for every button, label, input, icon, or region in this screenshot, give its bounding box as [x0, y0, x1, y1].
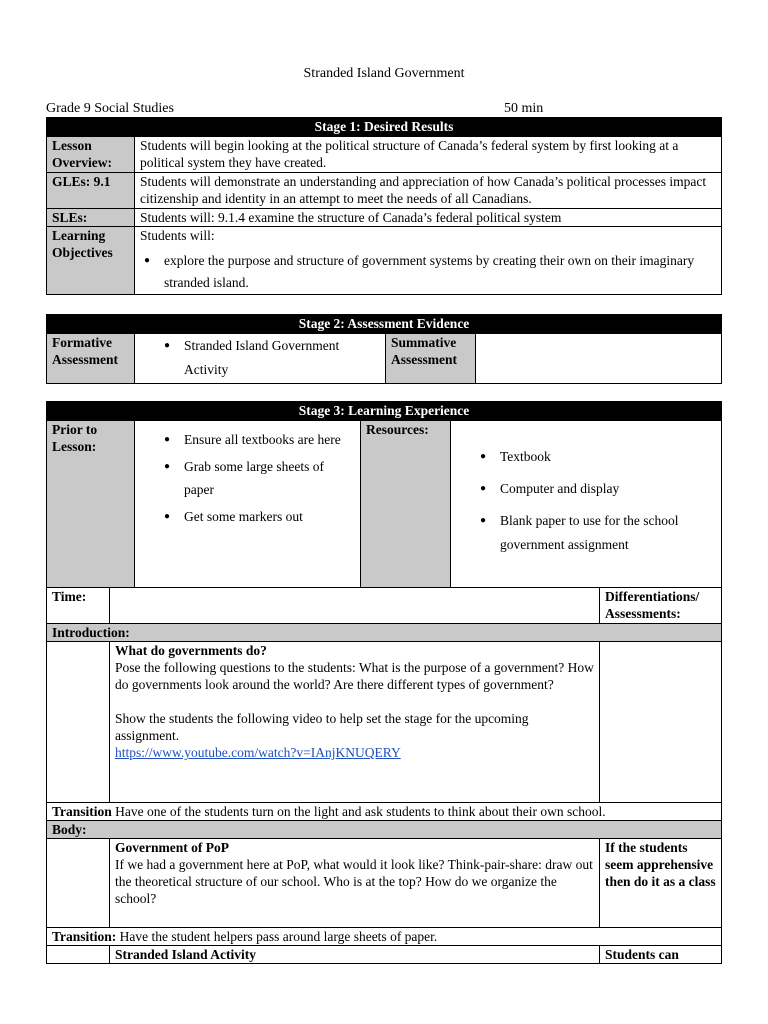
- formative-cell: [135, 334, 386, 384]
- diff-label: Differentiations/ Assessments:: [600, 588, 722, 624]
- activity-time-cell: [47, 946, 110, 964]
- lesson-overview-text: Students will begin looking at the political structure of Canada’s federal system by first looking at a political system they have created.: [135, 137, 722, 173]
- stage1-header: Stage 1: Desired Results: [47, 118, 722, 137]
- transition2-text: Have the student helpers pass around large sheets of paper.: [116, 929, 438, 944]
- intro-text: Pose the following questions to the students: What is the purpose of a government? How do governments look around the world? Are there different types of government?: [115, 660, 594, 692]
- prior-item: ● Grab some large sheets of paper: [160, 455, 355, 501]
- prior-cell: [135, 421, 361, 588]
- transition1-text: Have one of the students turn on the light and ask students to think about their own school.: [111, 804, 606, 819]
- stage3-table: [46, 401, 722, 964]
- activity-diff: Students can: [600, 946, 722, 964]
- prior-item: ● Ensure all textbooks are here: [160, 428, 355, 451]
- prior-label: Prior to Lesson:: [47, 421, 135, 588]
- activity-heading: Stranded Island Activity: [110, 946, 600, 964]
- intro-text2: Show the students the following video to help set the stage for the upcoming assignment.: [115, 711, 529, 743]
- intro-time-cell: [47, 642, 110, 803]
- transition1-label: Transition: [52, 804, 112, 819]
- stage3-header: Stage 3: Learning Experience: [47, 402, 722, 421]
- body-heading: Government of PoP: [115, 840, 229, 855]
- transition2-label: Transition:: [52, 929, 117, 944]
- sles-label: SLEs:: [47, 209, 135, 227]
- objectives-label: Learning Objectives: [47, 227, 135, 295]
- gles-label: GLEs: 9.1: [47, 173, 135, 209]
- lesson-overview-label: Lesson Overview:: [47, 137, 135, 173]
- objective-item: ● explore the purpose and structure of government systems by creating their own on their imaginary stranded island.: [140, 250, 716, 294]
- prior-item: ● Get some markers out: [160, 505, 355, 528]
- transition2-row: [47, 928, 722, 946]
- sles-text: Students will: 9.1.4 examine the structure of Canada’s federal political system: [135, 209, 722, 227]
- intro-heading: What do governments do?: [115, 643, 267, 658]
- resources-cell: [451, 421, 722, 588]
- formative-item: ● Stranded Island Government Activity: [160, 334, 380, 382]
- introduction-label: Introduction:: [47, 624, 722, 642]
- stage1-table: [46, 117, 722, 295]
- intro-diff-cell: [600, 642, 722, 803]
- intro-content: [110, 642, 600, 803]
- video-link[interactable]: https://www.youtube.com/watch?v=IAnjKNUQERY: [115, 745, 401, 760]
- stage2-table: [46, 314, 722, 384]
- resource-item: ● Computer and display: [476, 477, 716, 501]
- body-diff: If the students seem apprehensive then do it as a class: [600, 839, 722, 928]
- formative-label: Formative Assessment: [47, 334, 135, 384]
- resource-item: ● Textbook: [476, 445, 716, 469]
- gles-text: Students will demonstrate an understanding and appreciation of how Canada’s political processes impact citizenship and identity in an attempt to meet the needs of all Canadians.: [135, 173, 722, 209]
- resources-label: Resources:: [361, 421, 451, 588]
- summative-cell: [476, 334, 722, 384]
- lesson-duration: 50 min: [504, 101, 544, 116]
- body-content: [110, 839, 600, 928]
- course-name: Grade 9 Social Studies: [46, 101, 174, 116]
- resource-item: ● Blank paper to use for the school government assignment: [476, 509, 716, 557]
- objectives-intro: Students will:: [140, 228, 215, 243]
- transition1-row: [47, 803, 722, 821]
- time-cell: [110, 588, 600, 624]
- body-label: Body:: [47, 821, 722, 839]
- summative-label: Summative Assessment: [386, 334, 476, 384]
- document-title: Stranded Island Government: [303, 66, 465, 81]
- stage2-header: Stage 2: Assessment Evidence: [47, 315, 722, 334]
- body-text: If we had a government here at PoP, what would it look like? Think-pair-share: draw out the theoretical structure of our school. Who is at the top? How do we organize the school?: [115, 857, 593, 906]
- time-label: Time:: [47, 588, 110, 624]
- course-meta: [46, 100, 722, 117]
- body-time-cell: [47, 839, 110, 928]
- objectives-cell: [135, 227, 722, 295]
